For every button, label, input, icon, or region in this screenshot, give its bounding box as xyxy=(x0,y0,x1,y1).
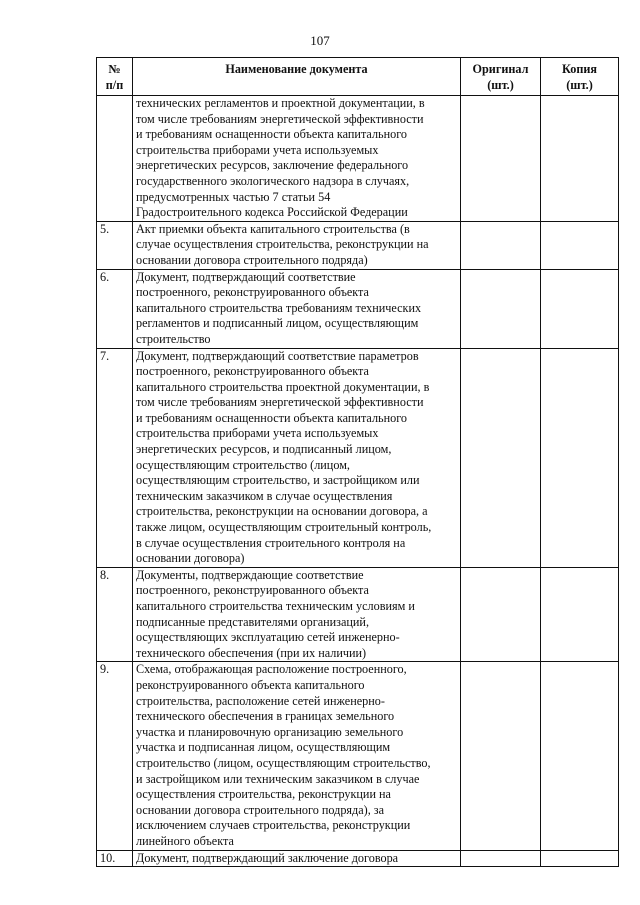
document-name-line: участка и подписанная лицом, осуществляющим xyxy=(136,740,391,755)
document-name-line: капитального строительства техническим условиям и xyxy=(136,599,415,613)
table-row xyxy=(97,96,619,222)
document-name-line: и застройщиком или техническим заказчиком в случае xyxy=(136,771,420,786)
document-name-line: техническим заказчиком в случае осуществления xyxy=(136,488,393,503)
document-name-line: Документы, подтверждающие соответствие xyxy=(136,567,364,582)
document-name-line: осуществляющим строительство, и застройщиком или xyxy=(136,473,420,488)
document-name-line: предусмотренных частью 7 статьи 54 xyxy=(136,189,331,204)
document-name-line: регламентов и подписанный лицом, осуществляющим xyxy=(136,316,419,331)
document-name-line: технического обеспечения в границах земельного xyxy=(136,709,395,724)
copy-count-cell xyxy=(541,662,619,850)
row-number: 7. xyxy=(97,348,133,567)
document-name-line: капитального строительства требованиям технических xyxy=(136,300,422,315)
document-name-line: построенного, реконструированного объекта xyxy=(136,364,369,379)
row-number xyxy=(97,96,133,222)
copy-count-cell xyxy=(541,269,619,348)
table-row xyxy=(97,567,619,662)
document-name xyxy=(133,269,461,348)
header-copy xyxy=(541,58,619,96)
header-original-line1: Оригинал xyxy=(472,62,529,76)
document-name xyxy=(133,850,461,867)
header-original-line2: (шт.) xyxy=(487,78,514,92)
original-count-cell xyxy=(461,348,541,567)
copy-count-cell xyxy=(541,96,619,222)
document-name-line: технического обеспечения (при их наличии) xyxy=(136,645,367,660)
document-name-line: и требованиям оснащенности объекта капитального xyxy=(136,410,407,425)
document-name-line: случае осуществления строительства, реконструкции на xyxy=(136,237,429,252)
original-count-cell xyxy=(461,850,541,867)
document-name-line: капитального строительства проектной документации, в xyxy=(136,379,430,394)
document-name-line: реконструированного объекта капитального xyxy=(136,677,365,692)
row-number: 8. xyxy=(97,567,133,662)
row-number: 10. xyxy=(97,850,133,867)
document-name-line: также лицом, осуществляющим строительный контроль, xyxy=(136,520,432,535)
table-row xyxy=(97,348,619,567)
document-name-line: основании договора строительного подряда), за xyxy=(136,802,385,817)
document-name-line: осуществления строительства, реконструкции на xyxy=(136,787,391,802)
document-name-line: Градостроительного кодекса Российской Федерации xyxy=(136,205,408,220)
document-name xyxy=(133,348,461,567)
document-name-line: энергетических ресурсов, и подписанный лицом, xyxy=(136,442,392,457)
row-number: 6. xyxy=(97,269,133,348)
document-name-line: Документ, подтверждающий соответствие параметров xyxy=(136,348,419,363)
document-name-line: и требованиям оснащенности объекта капитального xyxy=(136,127,407,142)
header-name xyxy=(133,58,461,96)
document-name-line: технических регламентов и проектной документации, в xyxy=(136,96,425,110)
document-name-line: Документ, подтверждающий заключение договора xyxy=(136,850,399,865)
document-name-line: строительства приборами учета используемых xyxy=(136,426,379,441)
table-row xyxy=(97,221,619,269)
document-name-line: основании договора) xyxy=(136,551,245,566)
document-name xyxy=(133,96,461,222)
copy-count-cell xyxy=(541,850,619,867)
document-name-line: том числе требованиям энергетической эффективности xyxy=(136,395,424,410)
original-count-cell xyxy=(461,662,541,850)
document-name-line: строительства приборами учета используемых xyxy=(136,142,379,157)
header-copy-line1: Копия xyxy=(562,62,597,76)
document-name-line: подписанные представителями организаций, xyxy=(136,614,369,629)
document-name-line: том числе требованиям энергетической эффективности xyxy=(136,111,424,126)
document-name-line: основании договора строительного подряда) xyxy=(136,252,368,267)
header-num xyxy=(97,58,133,96)
document-name xyxy=(133,567,461,662)
document-name-line: построенного, реконструированного объекта xyxy=(136,583,369,598)
header-num-line1: № xyxy=(108,62,121,76)
documents-table xyxy=(96,57,619,867)
header-copy-line2: (шт.) xyxy=(566,78,593,92)
table-row xyxy=(97,269,619,348)
document-name-line: участка и планировочную организацию земельного xyxy=(136,724,404,739)
document-name-line: Схема, отображающая расположение построенного, xyxy=(136,662,407,677)
document-name-line: осуществляющим строительство (лицом, xyxy=(136,457,350,472)
document-name-line: осуществляющих эксплуатацию сетей инженерно- xyxy=(136,630,400,645)
document-name xyxy=(133,221,461,269)
document-name-line: линейного объекта xyxy=(136,833,234,848)
document-name-line: строительство xyxy=(136,331,211,346)
original-count-cell xyxy=(461,567,541,662)
copy-count-cell xyxy=(541,348,619,567)
original-count-cell xyxy=(461,96,541,222)
document-name-line: Акт приемки объекта капитального строительства (в xyxy=(136,221,410,236)
document-name-line: строительства, расположение сетей инженерно- xyxy=(136,693,385,708)
table-header-row xyxy=(97,58,619,96)
document-name-line: Документ, подтверждающий соответствие xyxy=(136,269,356,284)
row-number: 5. xyxy=(97,221,133,269)
document-name-line: исключением случаев строительства, реконструкции xyxy=(136,818,411,833)
document-name-line: строительство (лицом, осуществляющим строительство, xyxy=(136,755,431,770)
header-num-line2: п/п xyxy=(105,78,124,92)
copy-count-cell xyxy=(541,221,619,269)
header-name-label: Наименование документа xyxy=(225,62,368,76)
original-count-cell xyxy=(461,221,541,269)
table-row xyxy=(97,850,619,867)
row-number: 9. xyxy=(97,662,133,850)
document-name-line: энергетических ресурсов, заключение федерального xyxy=(136,158,409,173)
document-name-line: государственного экологического надзора в случаях, xyxy=(136,173,410,188)
page-number: 107 xyxy=(310,33,330,48)
header-original xyxy=(461,58,541,96)
table-body xyxy=(97,96,619,867)
document-name-line: строительства, реконструкции на основании договора, а xyxy=(136,504,428,519)
original-count-cell xyxy=(461,269,541,348)
copy-count-cell xyxy=(541,567,619,662)
document-name-line: в случае осуществления строительного контроля на xyxy=(136,535,406,550)
document-name xyxy=(133,662,461,850)
table-row xyxy=(97,662,619,850)
document-name-line: построенного, реконструированного объекта xyxy=(136,285,369,300)
